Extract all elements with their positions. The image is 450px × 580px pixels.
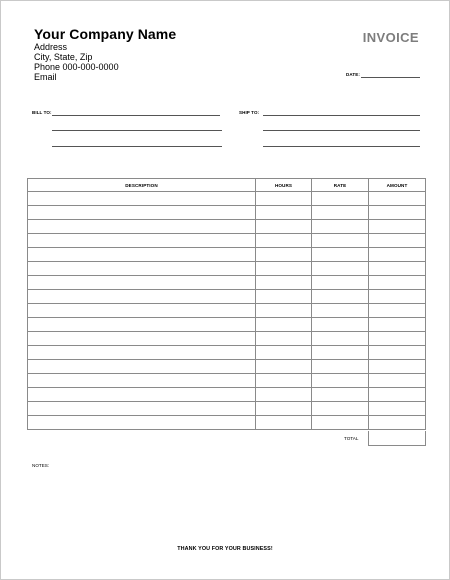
hours-cell[interactable] [256,262,312,276]
description-cell[interactable] [28,248,256,262]
description-cell[interactable] [28,304,256,318]
rate-cell[interactable] [312,290,369,304]
notes-label: NOTES: [32,463,50,468]
rate-cell[interactable] [312,220,369,234]
hours-cell[interactable] [256,248,312,262]
hours-cell[interactable] [256,346,312,360]
bill-to-line-1[interactable] [52,115,220,116]
table-row [28,360,426,374]
amount-cell[interactable] [369,304,426,318]
bill-to-label: BILL TO: [32,110,52,115]
description-cell[interactable] [28,220,256,234]
table-header-row [28,179,426,192]
date-field-line[interactable] [361,77,420,78]
table-row [28,276,426,290]
invoice-title: INVOICE [362,30,419,45]
total-label: TOTAL [344,436,359,441]
description-cell[interactable] [28,206,256,220]
column-header-rate: RATE [312,179,369,192]
rate-cell[interactable] [312,332,369,346]
column-header-hours: HOURS [256,179,312,192]
company-address: Address [34,42,68,52]
table-row [28,346,426,360]
rate-cell[interactable] [312,346,369,360]
amount-cell[interactable] [369,388,426,402]
company-city-state-zip: City, State, Zip [34,52,93,62]
rate-cell[interactable] [312,206,369,220]
rate-cell[interactable] [312,304,369,318]
company-name: Your Company Name [34,26,177,42]
description-cell[interactable] [28,388,256,402]
amount-cell[interactable] [369,290,426,304]
hours-cell[interactable] [256,290,312,304]
amount-cell[interactable] [369,206,426,220]
rate-cell[interactable] [312,318,369,332]
table-row [28,206,426,220]
table-row [28,402,426,416]
amount-cell[interactable] [369,220,426,234]
amount-cell[interactable] [369,360,426,374]
table-row [28,332,426,346]
date-label: DATE: [346,72,360,77]
rate-cell[interactable] [312,262,369,276]
hours-cell[interactable] [256,416,312,430]
rate-cell[interactable] [312,388,369,402]
amount-cell[interactable] [369,234,426,248]
table-row [28,374,426,388]
ship-to-label: SHIP TO: [239,110,260,115]
amount-cell[interactable] [369,374,426,388]
description-cell[interactable] [28,374,256,388]
hours-cell[interactable] [256,402,312,416]
column-header-amount: AMOUNT [369,179,426,192]
hours-cell[interactable] [256,220,312,234]
description-cell[interactable] [28,346,256,360]
description-cell[interactable] [28,276,256,290]
company-phone: Phone 000-000-0000 [34,62,119,72]
ship-to-line-3[interactable] [263,146,420,147]
amount-cell[interactable] [369,332,426,346]
line-items-table [27,178,426,430]
hours-cell[interactable] [256,192,312,206]
hours-cell[interactable] [256,318,312,332]
description-cell[interactable] [28,262,256,276]
rate-cell[interactable] [312,374,369,388]
company-email: Email [34,72,57,82]
amount-cell[interactable] [369,402,426,416]
amount-cell[interactable] [369,318,426,332]
table-row [28,388,426,402]
line-items-body [28,192,426,430]
amount-cell[interactable] [369,262,426,276]
amount-cell[interactable] [369,248,426,262]
description-cell[interactable] [28,290,256,304]
amount-cell[interactable] [369,192,426,206]
table-row [28,318,426,332]
rate-cell[interactable] [312,276,369,290]
table-row [28,234,426,248]
description-cell[interactable] [28,416,256,430]
table-row [28,290,426,304]
column-header-description: DESCRIPTION [28,179,256,192]
table-row [28,304,426,318]
rate-cell[interactable] [312,192,369,206]
description-cell[interactable] [28,402,256,416]
hours-cell[interactable] [256,332,312,346]
hours-cell[interactable] [256,276,312,290]
rate-cell[interactable] [312,234,369,248]
hours-cell[interactable] [256,388,312,402]
hours-cell[interactable] [256,234,312,248]
hours-cell[interactable] [256,304,312,318]
rate-cell[interactable] [312,416,369,430]
description-cell[interactable] [28,332,256,346]
table-row [28,262,426,276]
table-row [28,416,426,430]
hours-cell[interactable] [256,206,312,220]
description-cell[interactable] [28,318,256,332]
table-row [28,192,426,206]
amount-cell[interactable] [369,346,426,360]
rate-cell[interactable] [312,360,369,374]
rate-cell[interactable] [312,402,369,416]
ship-to-line-1[interactable] [263,115,420,116]
table-row [28,220,426,234]
rate-cell[interactable] [312,248,369,262]
description-cell[interactable] [28,192,256,206]
hours-cell[interactable] [256,360,312,374]
description-cell[interactable] [28,234,256,248]
amount-cell[interactable] [369,416,426,430]
total-amount-field[interactable] [368,431,426,446]
amount-cell[interactable] [369,276,426,290]
ship-to-line-2[interactable] [263,130,420,131]
bill-to-line-3[interactable] [52,146,222,147]
description-cell[interactable] [28,360,256,374]
hours-cell[interactable] [256,374,312,388]
table-row [28,248,426,262]
thank-you-message: THANK YOU FOR YOUR BUSINESS! [177,546,273,552]
bill-to-line-2[interactable] [52,130,222,131]
